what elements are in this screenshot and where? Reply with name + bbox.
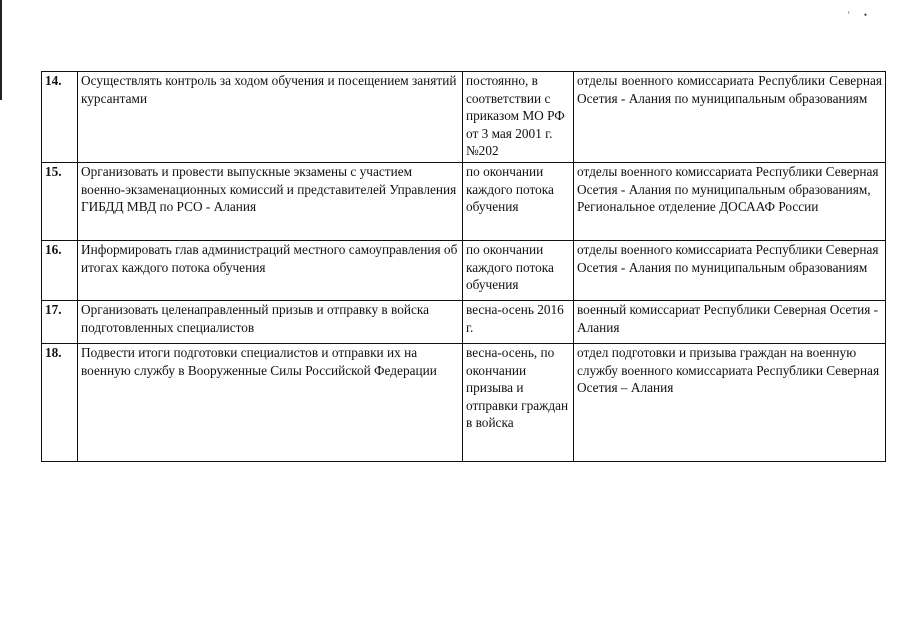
table-row — [42, 163, 886, 241]
row-number: 18. — [42, 344, 78, 462]
term-cell: постоянно, в соответствии с приказом МО РФ от 3 мая 2001 г. №202 — [463, 72, 574, 163]
term-cell: весна-осень, по окончании призыва и отправки граждан в войска — [463, 344, 574, 462]
responsible-cell: отделы военного комиссариата Республики Северная Осетия - Алания по муниципальным образованиям — [574, 72, 886, 163]
table-row — [42, 72, 886, 163]
table-row — [42, 241, 886, 301]
row-number: 17. — [42, 301, 78, 344]
responsible-cell: военный комиссариат Республики Северная Осетия - Алания — [574, 301, 886, 344]
responsible-cell: отдел подготовки и призыва граждан на военную службу военного комиссариата Республики Северная Осетия – Алания — [574, 344, 886, 462]
task-cell: Организовать целенаправленный призыв и отправку в войска подготовленных специалистов — [78, 301, 463, 344]
responsible-cell: отделы военного комиссариата Республики Северная Осетия - Алания по муниципальным образованиям, Региональное отделение ДОСААФ России — [574, 163, 886, 241]
corner-mark: ' • — [848, 10, 874, 20]
row-number: 15. — [42, 163, 78, 241]
term-cell: по окончании каждого потока обучения — [463, 163, 574, 241]
responsible-cell: отделы военного комиссариата Республики Северная Осетия - Алания по муниципальным образованиям — [574, 241, 886, 301]
term-cell: весна-осень 2016 г. — [463, 301, 574, 344]
task-cell: Осуществлять контроль за ходом обучения и посещением занятий курсантами — [78, 72, 463, 163]
term-cell: по окончании каждого потока обучения — [463, 241, 574, 301]
table-row — [42, 344, 886, 462]
row-number: 14. — [42, 72, 78, 163]
row-number: 16. — [42, 241, 78, 301]
task-cell: Организовать и провести выпускные экзамены с участием военно-экзаменационных комиссий и представителей Управления ГИБДД МВД по РСО - Алания — [78, 163, 463, 241]
task-cell: Информировать глав администраций местного самоуправления об итогах каждого потока обучения — [78, 241, 463, 301]
scan-edge-line — [0, 0, 2, 100]
plan-table — [41, 71, 886, 462]
task-cell: Подвести итоги подготовки специалистов и отправки их на военную службу в Вооруженные Силы Российской Федерации — [78, 344, 463, 462]
table-row — [42, 301, 886, 344]
